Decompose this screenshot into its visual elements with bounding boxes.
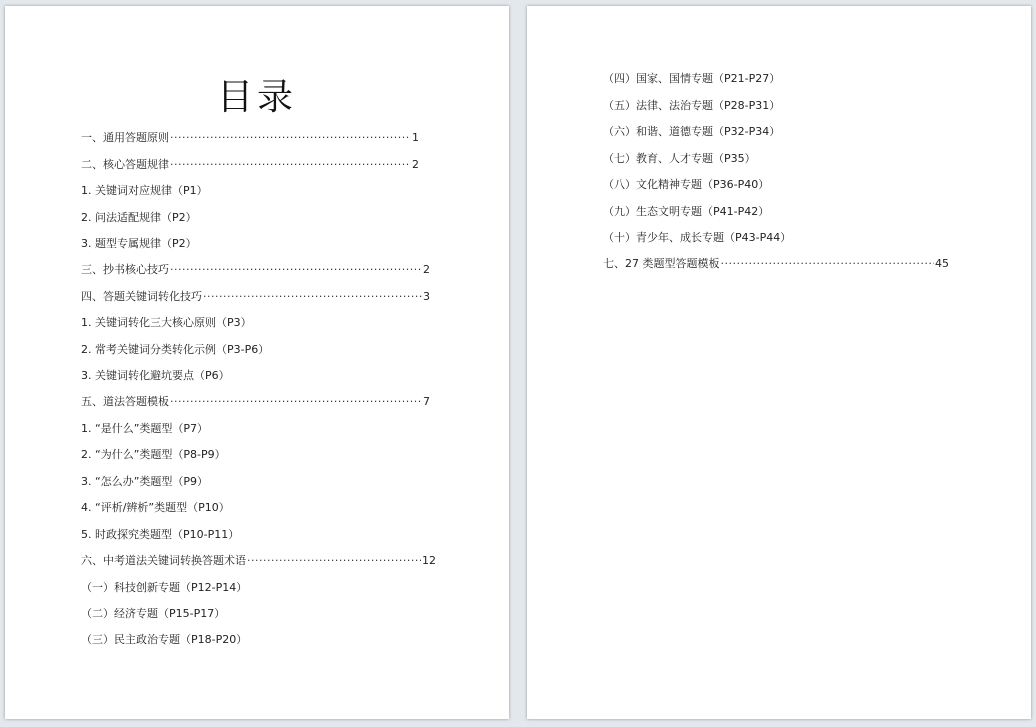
toc-entry[interactable]: 3. 关键词转化避坑要点（P6）: [81, 369, 230, 382]
toc-title: 目录: [216, 77, 297, 118]
document-page-right: [527, 6, 1031, 719]
toc-entry[interactable]: [81, 553, 436, 569]
toc-entry[interactable]: （三）民主政治专题（P18-P20）: [81, 633, 248, 646]
toc-entry-page: 45: [935, 257, 949, 270]
dot-leader: [170, 262, 422, 278]
toc-entry-page: 2: [412, 158, 419, 171]
toc-entry[interactable]: （九）生态文明专题（P41-P42）: [603, 205, 770, 218]
toc-entry[interactable]: 3. 题型专属规律（P2）: [81, 237, 197, 250]
dot-leader: [170, 130, 411, 146]
dot-leader: [247, 553, 421, 569]
toc-entry[interactable]: （四）国家、国情专题（P21-P27）: [603, 72, 781, 85]
toc-entry[interactable]: （十）青少年、成长专题（P43-P44）: [603, 231, 792, 244]
toc-entry[interactable]: 2. “为什么”类题型（P8-P9）: [81, 448, 226, 461]
toc-entry[interactable]: 2. 常考关键词分类转化示例（P3-P6）: [81, 343, 270, 356]
toc-entry-label: 四、答题关键词转化技巧: [81, 290, 202, 303]
toc-entry-label: 三、抄书核心技巧: [81, 263, 169, 276]
toc-entry[interactable]: [81, 262, 430, 278]
toc-entry-page: 12: [422, 554, 436, 567]
toc-entry-label: 一、通用答题原则: [81, 131, 169, 144]
toc-entry-label: 五、道法答题模板: [81, 395, 169, 408]
toc-entry[interactable]: [81, 394, 430, 410]
toc-entry[interactable]: 1. 关键词转化三大核心原则（P3）: [81, 316, 252, 329]
dot-leader: [170, 157, 411, 173]
toc-entry[interactable]: 4. “评析/辨析”类题型（P10）: [81, 501, 230, 514]
toc-entry[interactable]: 2. 问法适配规律（P2）: [81, 211, 197, 224]
toc-entry[interactable]: （八）文化精神专题（P36-P40）: [603, 178, 770, 191]
dot-leader: [203, 289, 422, 305]
toc-entry[interactable]: [81, 157, 419, 173]
toc-entry-page: 7: [423, 395, 430, 408]
toc-entry-label: 二、核心答题规律: [81, 158, 169, 171]
toc-entry-label: 七、27 类题型答题模板: [603, 257, 720, 270]
toc-entry-page: 2: [423, 263, 430, 276]
toc-entry[interactable]: [81, 130, 419, 146]
toc-entry[interactable]: （五）法律、法治专题（P28-P31）: [603, 99, 781, 112]
document-page-left: [5, 6, 509, 719]
toc-entry-page: 3: [423, 290, 430, 303]
toc-entry[interactable]: （二）经济专题（P15-P17）: [81, 607, 226, 620]
toc-entry[interactable]: 1. 关键词对应规律（P1）: [81, 184, 208, 197]
toc-entry[interactable]: （一）科技创新专题（P12-P14）: [81, 581, 248, 594]
toc-entry[interactable]: 5. 时政探究类题型（P10-P11）: [81, 528, 240, 541]
dot-leader: [721, 256, 935, 272]
toc-entry[interactable]: （六）和谐、道德专题（P32-P34）: [603, 125, 781, 138]
toc-entry-page: 1: [412, 131, 419, 144]
toc-entry-label: 六、中考道法关键词转换答题术语: [81, 554, 246, 567]
toc-entry[interactable]: [603, 256, 949, 272]
toc-entry[interactable]: 1. “是什么”类题型（P7）: [81, 422, 209, 435]
toc-entry[interactable]: （七）教育、人才专题（P35）: [603, 152, 756, 165]
toc-entry[interactable]: [81, 289, 430, 305]
toc-entry[interactable]: 3. “怎么办”类题型（P9）: [81, 475, 209, 488]
dot-leader: [170, 394, 422, 410]
